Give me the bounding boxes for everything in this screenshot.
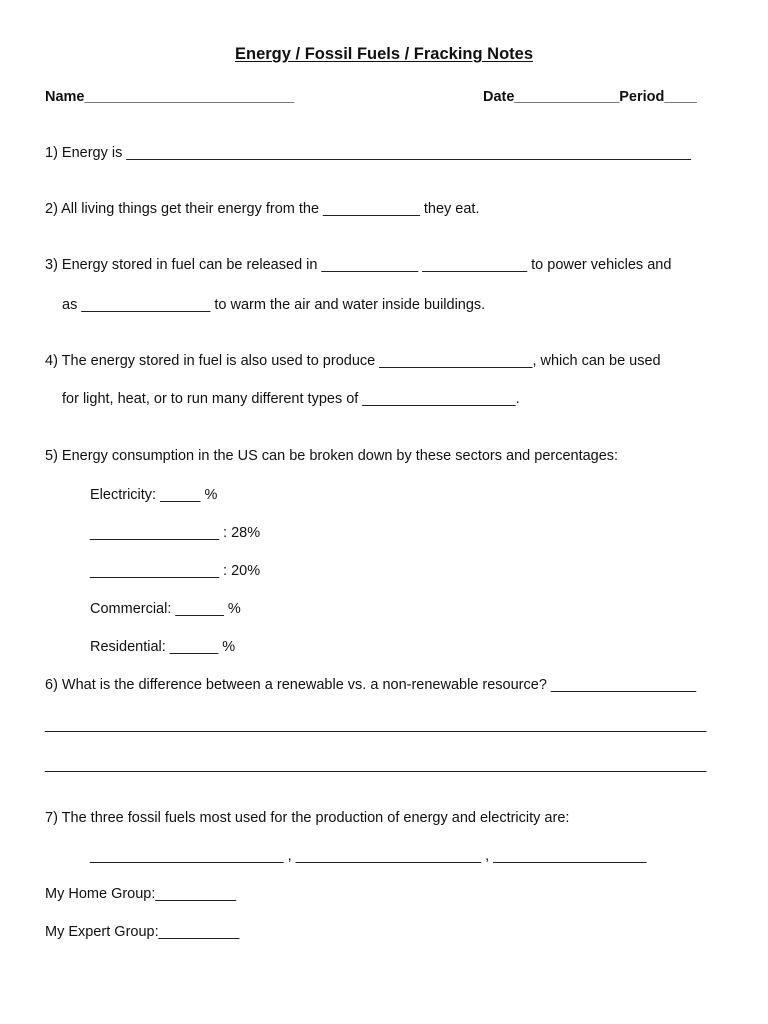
question-4-line-1: 4) The energy stored in fuel is also used to produce ___________________, which can be used [45,353,661,369]
question-2: 2) All living things get their energy from the ____________ they eat. [45,201,480,217]
home-group-field: My Home Group:__________ [45,886,237,902]
worksheet-title: Energy / Fossil Fuels / Fracking Notes [235,45,533,63]
question-4-line-2: for light, heat, or to run many different types of ___________________. [62,391,520,407]
date-period-field: Date_____________Period____ [483,89,697,105]
question-7-answer-blanks: ________________________ , _______________________ , ___________________ [90,848,647,864]
sector-item-residential: Residential: ______ % [90,639,236,655]
sector-item-20-percent: ________________ : 20% [90,563,261,579]
question-6-answer-line-1: __________________________________________________________________________________ [45,717,707,733]
sector-item-28-percent: ________________ : 28% [90,525,261,541]
question-3-line-1: 3) Energy stored in fuel can be released in ____________ _____________ to power vehicles and [45,257,672,273]
question-1: 1) Energy is ______________________________________________________________________ [45,145,691,161]
sector-item-electricity: Electricity: _____ % [90,487,218,503]
question-5: 5) Energy consumption in the US can be broken down by these sectors and percentages: [45,448,619,464]
question-3-line-2: as ________________ to warm the air and water inside buildings. [62,297,486,313]
question-7: 7) The three fossil fuels most used for the production of energy and electricity are: [45,810,570,826]
name-field: Name__________________________ [45,89,295,105]
question-6-answer-line-2: __________________________________________________________________________________ [45,757,707,773]
sector-item-commercial: Commercial: ______ % [90,601,241,617]
expert-group-field: My Expert Group:__________ [45,924,240,940]
question-6: 6) What is the difference between a renewable vs. a non-renewable resource? __________________ [45,677,697,693]
